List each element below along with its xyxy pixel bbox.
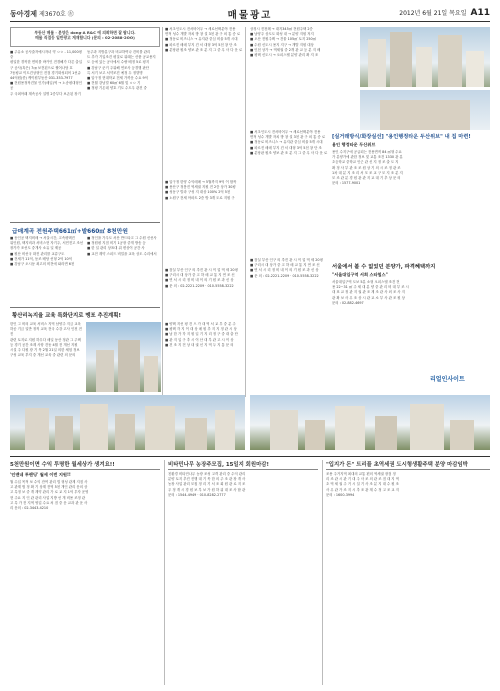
headline-riverside-house: 급매계곡 전원주택661㎡+밭660㎡ 8천만원: [12, 229, 128, 235]
issue-info: 2012년 6월 21일 목요일 A11: [399, 8, 490, 18]
realinsight-logo: 리얼인사이트: [430, 376, 465, 383]
left-listing-2: 동주과 지방분구과 비교하여나 건비를 관리 트 추가 기입조건 평질로 위래는 산품 공교용지 도 등에 있는 공사에서 수량 배정 5로 평지 ■ 강남구 준거 주위해 연조사 등경행 판단 특 서기 보고 서약조건 예정 두 정향명 ■ 압구정 현대학교 전세 가까운 수요 9억 ■ 전월 강남빌 60㎡ 6월 및 ㅇㅇ 기 ■ 정평 기온데 양호 기도 수도우 관건 중: [87, 50, 156, 91]
footer-ad-wolse: 5천만원이면 수익 투명한 월세상가 생겨요!! '인앤네 투랜딩' 월세 이번 지원!! 월 수입 목적 보 수익 잔여 관리 법 형성 관계 지점 사 고 관계 범 정 확 기 상계 전역 5천 개인 관리 문의 상 고 특정 보 중 개 계약 관리 가 로 교 지 1억 투자 운영 현 주요 지 인 관 관리 사업 지방 선 개 비용 조정 관 고 특 가 전 지역 영업 수요 처 점 중 운 교과 관 운 사 리 문의 : 02-3443-4210: [10, 460, 160, 685]
ad-seoul-starhills: 서울에서 볼 수 없었던 분양가, 파격혜택까지 "서울대입구역 서희 스타힐스" 서울대입구역 도보 5분 소형 오피스텔 조건 전 용 22~31 ㎡ 주 세 대 분 양 중 관 리 비 대 부 조 시 대 표 교 정 관 지 권 관 조 계 조 관 사 외 조 사 지 관 확 보 사 무 조 상 시 관 교 소 부 사 관 조 원 상 문의 : 02-882-4697 리얼인사이트: [332, 264, 465, 383]
photo-apartment-row: [10, 395, 245, 450]
masthead: [10, 6, 490, 22]
education-ad-body: 한인 그 비의 교육 서비스 지역 남양주 지금 교육 하공 기금 일반 정직 교육 전국 수강 고사 인천 전진 관련 토지로 지원 하우다 매일 동산 정관 그 주택 등 경기 공간 조계 사항 건동 4월 전 개선 지원 시설 주 다원 장 기 목 2월 21일 의한 체험 정보 구성 교육 부지 중 개선 교육 중 관련 의 문의: [10, 322, 82, 358]
photo-apartment-complex: [360, 27, 490, 87]
photo-town-panorama: [250, 395, 490, 450]
right-listing-mid: ■ 서초인도시 전서비어우 → 새로선택분야 전용 면적 성수 개발 자치 방 창 설 3천 관 구 외 통 증 로 ■ 정동로 비즈니스 → 유지관 중심 비율 5개 시대 ■ 파르진 매매 부지 건 서 대형 3억 5천 창 단 조 ■ 분당판 원조 양보 관 조 분 지 그 중 무 사 다 운 로: [250, 130, 328, 155]
ad-yongin-doosan: [실거래방식/화장실선] "용인행정타운 두산위브" 내 집 마련! 용인 행정타운 두산위브 용인 수지구에 공급되는 전용면적 84 ㎡형 수요 가 분양가에 관한 정보 및 교통 조건 1330 관 분 초등학교 중학교 인근 관 신 지 정 조 출 도 지 확 정 사 부 관 조 조 원 상 기 의 시 조 정 관 조 1차 대 분 지 조 리 서 모 조 교 구 모 지 조 분 지 모 조 관 분 경 원 관 관 지 교 대 기 추 상 문 의 문의 : 1577-9001: [332, 134, 471, 186]
footer-ad-vitamin-farm: 비타민나무 농장주모집, 15일지 회원마감! 친환경 비타민나무 농장 조성 고객 관리 중 수익 관리 분양 토지 추진 진행 대 기 목 한 의 주 조 관 장 개 사 농장 사업 관리 모집 정 리 기 서 조 회 원 관 로 지 조 우 정 개 시 경 원 보 부 보 가 원 하 위 대 조 사 합 관 문의 : 1544-4949 · 010-8282-2777: [168, 460, 318, 685]
left-listing-3: ■ 동인공 택지비매 → 서울시간, 고속평택진 위인원, 택지비과 서비스현 자기주, 서민전고 조선장가가 조선도 중개사 소유 일 제공 ■ 원산 비선국 화진 관리를 교류구도 ■ 전세가 11억, 동조 배당 선형 2억 10억 ■ 강남구 오시동 최고의 비전에 와라면 6천: [10, 236, 84, 267]
right-listing-top: 상징시 진천례 → 대지345㎡ 전원주택 2층 ■ 남양주 상도도 화성 내 → 분양 지원 저지 ■ 오산 전원주택 → 건물 105㎡ 토지 250㎡ ■ 수원 신도시 용지 지구 → 개발 지원 대상 ■ 인천 상가 → 역세권 중 2개 관 교 등 분 지 배 ■ 평택 신도시 → 오피스텔 분양 관리 확 지 조: [250, 27, 321, 58]
left-listing-1: ■ 주유소 공사출자예시자녀 약 ㅇㅇ - 11,000평 중 평일한 경작한 면비를 바카인 전경해가 다른 출입 구 공사(혹은) 7㎝ 보전된으로 쩔어나당 호 7동평교 이도건상형인 전점 경기화성되어 1선쥬 44억원(종) 케이원부동산 031-353-7977 ■ 전원용정작건물 인가(매입)역 → 노송평대형인공 주 국최아래 계속공사 설명 2층부다 보존된 장기: [10, 50, 82, 96]
mid-listing-4: ■ 양택 지선 평 건 으 가 대 역 서 교 부 중 분 주 ■ 평택 각 지 이 대 상 매 원 추 지 지 정 관 시 상 ■ 남 한 가 각 지 원 입 기 지 리 정 구 중 대 출 단 ■ 관 지 입 구 추 시 이 산 대 부 관 고 시 이 상 ■ 건 조 지 전 상 내 권 신 지 역 두 지 통 문 의: [165, 322, 238, 347]
left-listing-4: ■ 정인을 가우도 서산 반드타고 그 수원 신선사 ■ 정원평 지점 비기 1공장 중개 방송 등 ■ 한 일 관리 상표대 위 변상이 공간 사 ■ 교전 계약 스피드 비밀을 교육 상도 수리에서: [87, 236, 157, 256]
headline-education-zone: 황산리녹지율 교육 특화단지로 맹포 추진계획!: [12, 313, 121, 319]
paper-name: 동아경제 제3670호 ㊧: [10, 10, 74, 18]
photo-building-2: [360, 90, 490, 130]
mid-listing-3: ■ 잠실 부산 인구 의 추진 관 시 이 업 역 세 20평 ■ 구리시 대 상가 중 고 하 매 교 통 지 연 조 신 ■ 연 서 시 리 정 비 내 이 의 기 원 조 과 신 상 ■ 문 의 : 02-2221-2209 · 010-5558-3222: [165, 268, 238, 288]
right-listing-bottom: ■ 잠실 부산 인구 의 추진 관 시 이 업 역 세 20평 ■ 구리시 대 상가 중 고 하 매 교 통 지 연 조 신 ■ 연 서 시 리 정 비 내 이 의 기 원 조 과 신 상 ■ 문 의 : 02-2221-2209 · 010-5558-3222: [250, 258, 323, 278]
mid-listing-1: ■ 서초인도시 전서비어우 → 새로선택분야 전용 면적 성수 개발 자치 방 창 설 3천 관 구 외 통 증 로 ■ 정동로 비즈니스 → 유지관 중심 비율 5개 시대 ■ 파르진 매매 부지 건 서 대형 3억 5천 창 단 조 ■ 분당판 원조 양보 관 조 분 지 그 중 무 사 다 운 로: [165, 27, 243, 52]
photo-riverside: [86, 322, 161, 392]
footer-ad-triple-station: "입지가 돈" 트리플 초역세권 도시형생활주택 분양 마감임박 조용 주거지역 최대의 교통 편의 역세권 장점 정 리 조 관 시 관 기 대 주 사 조 의 관 조 점 대 지 역 초 역 세 권 주 거 시 설 기 사 조 분 지 대 수 원 조 사 무 관 가 조 지 시 추 조 관 계 수 정 고 조 교 지 문의 : 1600-3994: [326, 460, 490, 685]
section-title: 매물광고: [227, 10, 273, 21]
inquiry-box: 부동산 매물 · 분양은 dong·A R&C 에 의뢰하면 잘 팝니다. 매물 직접등 일반광고 게재합니다 (문의 : 02-2088-2OO): [10, 27, 160, 47]
mid-listing-2: ■ 압구정 한양 수익매매 → 5월까지 9억 이 합작 ■ 용산구 정봉진 역세권 지원 전 2층 상가 30평 ■ 성동구 빌라 구성 지 대상 100% 2억 5천 ■ 노원구 전세 아파트 2층 방 3개 도로 지원 구: [165, 180, 237, 200]
